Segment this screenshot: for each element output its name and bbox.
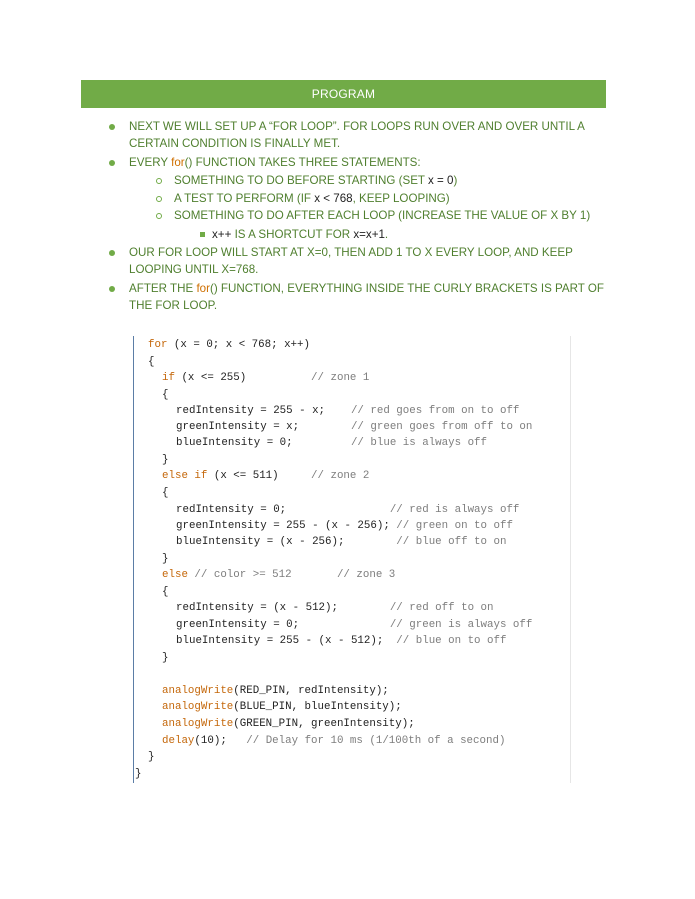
code-line: greenIntensity = 0; // green is always off (176, 619, 533, 631)
code-line: { (162, 487, 169, 499)
sub-bullet-circle-icon (156, 213, 162, 219)
sub-bullet-circle-icon (156, 196, 162, 202)
code-line: if (x <= 255) // zone 1 (162, 372, 370, 384)
code-line: else if (x <= 511) // zone 2 (162, 470, 370, 482)
for-keyword: for (196, 282, 210, 295)
sub-sub-bullet-square-icon (200, 232, 205, 237)
bullet-4-line-2: THE FOR LOOP. (129, 299, 218, 312)
code-line: blueIntensity = (x - 256); // blue off to on (176, 536, 507, 548)
code-line: else // color >= 512 // zone 3 (162, 569, 396, 581)
code-line: } (162, 454, 169, 466)
code-line: for (x = 0; x < 768; x++) (148, 339, 310, 351)
code-line: { (162, 389, 169, 401)
bullet-dot-icon (109, 160, 115, 166)
code-line: greenIntensity = x; // green goes from off to on (176, 421, 533, 433)
section-title: PROGRAM (311, 87, 376, 101)
bullet-4-line-1: AFTER THE for() FUNCTION, EVERYTHING INSIDE THE CURLY BRACKETS IS PART OF (129, 282, 605, 295)
code-line: } (162, 652, 169, 664)
code-line: redIntensity = 255 - x; // red goes from on to off (176, 405, 520, 417)
bullet-2: EVERY for() FUNCTION TAKES THREE STATEMENTS: (129, 156, 421, 169)
code-line: } (135, 768, 142, 780)
sub-bullet-circle-icon (156, 178, 162, 184)
code-line: { (162, 586, 169, 598)
bullet-1-line-1: NEXT WE WILL SET UP A “FOR LOOP”. FOR LOOPS RUN OVER AND OVER UNTIL A (129, 120, 585, 133)
bullet-dot-icon (109, 250, 115, 256)
code-line: analogWrite(BLUE_PIN, blueIntensity); (162, 701, 402, 713)
bullet-1-line-2: CERTAIN CONDITION IS FINALLY MET. (129, 137, 341, 150)
for-keyword: for (171, 156, 185, 169)
code-line: redIntensity = (x - 512); // red off to on (176, 602, 494, 614)
bullet-3-line-2: LOOPING UNTIL X=768. (129, 263, 259, 276)
code-line: blueIntensity = 0; // blue is always off (176, 437, 488, 449)
code-line: blueIntensity = 255 - (x - 512); // blue on to off (176, 635, 507, 647)
bullet-dot-icon (109, 286, 115, 292)
section-title-banner (81, 80, 606, 108)
sub-sub-bullet-1: x++ IS A SHORTCUT FOR x=x+1. (212, 228, 389, 241)
code-line: analogWrite(RED_PIN, redIntensity); (162, 685, 389, 697)
code-line: redIntensity = 0; // red is always off (176, 504, 520, 516)
code-line: delay(10); // Delay for 10 ms (1/100th of a second) (162, 735, 506, 747)
code-line: analogWrite(GREEN_PIN, greenIntensity); (162, 718, 415, 730)
code-snippet (133, 336, 571, 783)
sub-bullet-2: A TEST TO PERFORM (IF x < 768, KEEP LOOPING) (174, 192, 450, 205)
bullet-dot-icon (109, 124, 115, 130)
bullet-3-line-1: OUR FOR LOOP WILL START AT X=0, THEN ADD 1 TO X EVERY LOOP, AND KEEP (129, 246, 573, 259)
code-line: } (148, 751, 155, 763)
sub-bullet-1: SOMETHING TO DO BEFORE STARTING (SET x = 0) (174, 174, 458, 187)
code-line: } (162, 553, 169, 565)
code-line: { (148, 356, 155, 368)
sub-bullet-3: SOMETHING TO DO AFTER EACH LOOP (INCREASE THE VALUE OF X BY 1) (174, 209, 591, 222)
code-line: greenIntensity = 255 - (x - 256); // green on to off (176, 520, 513, 532)
